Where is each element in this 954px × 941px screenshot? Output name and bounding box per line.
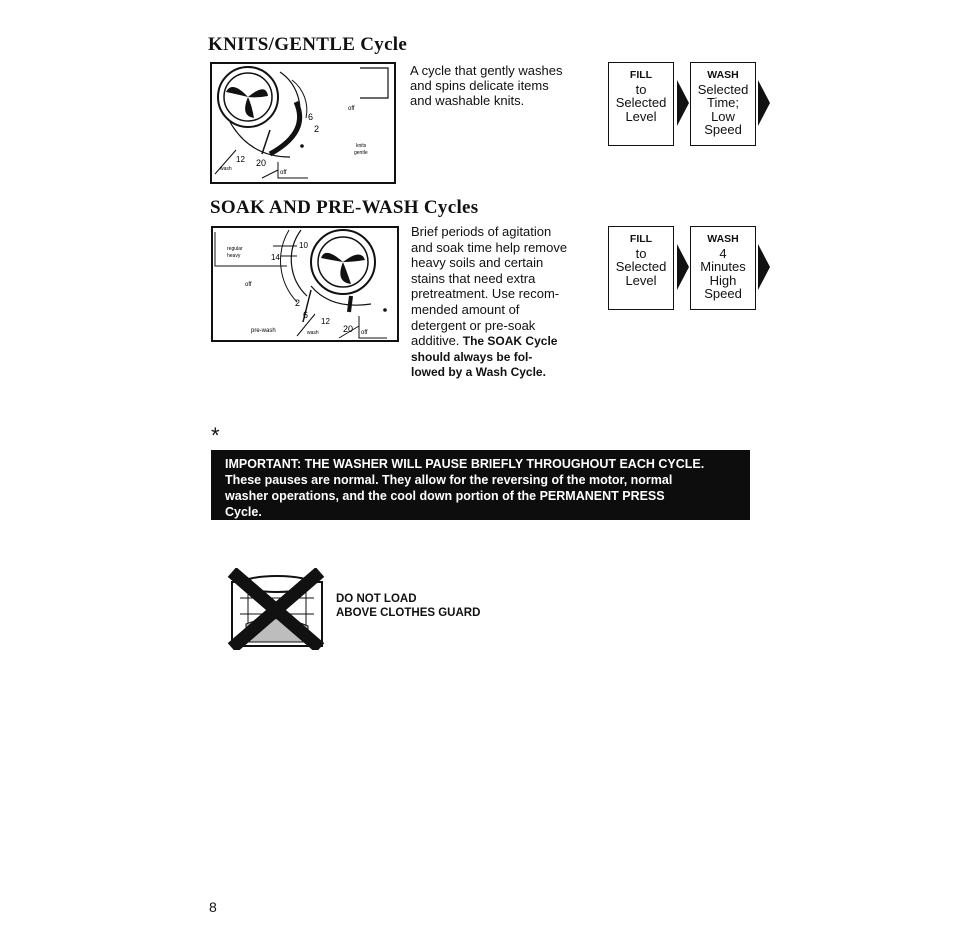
soak-wash-arrow-icon [758,244,770,290]
dial-label-10: 10 [299,241,308,250]
page-number: 8 [209,899,217,915]
dial-label-6: 6 [303,310,309,320]
soak-prewash-description: Brief periods of agitation and soak time help remove heavy soils and certain stains that need extra pretreatment. Use recom- mended amount of detergent or pre-soak additive. The SOAK Cycle should always be fol- lowed by a Wash Cycle. [411,224,568,380]
dial-label-knits: knits [356,143,367,149]
dial-label-20: 20 [256,158,267,168]
dial-label-off-left: off [245,282,252,288]
dial-label-wash: wash [307,330,319,336]
clothes-guard-warning-text: DO NOT LOAD ABOVE CLOTHES GUARD [336,593,481,619]
soak-prewash-dial-illustration [211,226,399,342]
important-notice-banner: IMPORTANT: THE WASHER WILL PAUSE BRIEFLY THROUGHOUT EACH CYCLE. These pauses are normal. They allow for the reversing of the motor, normal washer operations, and the cool down portion of the PERMANENT PRESS Cycle. [211,450,750,520]
knits-gentle-description: A cycle that gently washes and spins delicate items and washable knits. [410,63,563,108]
dial-label-regular: regular [227,246,243,252]
dial-label-heavy: heavy [227,253,241,259]
dial-label-12: 12 [321,317,330,326]
soak-prewash-title: SOAK AND PRE-WASH Cycles [210,197,479,218]
dial-label-2: 2 [295,298,301,308]
knits-gentle-dial-illustration [210,62,396,184]
dial-label-off-right: off [361,330,368,336]
dial-label-6: 6 [308,112,314,122]
knits-wash-box: WASH Selected Time; Low Speed [690,62,756,146]
soak-wash-box: WASH 4 Minutes High Speed [690,226,756,310]
knits-fill-box: FILL to Selected Level [608,62,674,146]
knits-gentle-title: KNITS/GENTLE Cycle [208,34,408,55]
dial-label-off-bottom: off [280,170,287,176]
clothes-guard-warning-icon [226,568,328,650]
soak-fill-box: FILL to Selected Level [608,226,674,310]
dial-label-20: 20 [343,324,354,334]
dial-label-2: 2 [314,124,320,134]
dial-label-gentle: gentle [354,150,368,156]
soak-fill-arrow-icon [677,244,689,290]
knits-wash-arrow-icon [758,80,770,126]
asterisk-marker: * [211,423,220,448]
dial-label-wash: wash [220,166,232,172]
knits-fill-arrow-icon [677,80,689,126]
dial-label-pre-wash: pre-wash [251,328,276,334]
dial-label-14: 14 [271,253,280,262]
dial-label-12: 12 [236,155,245,164]
dial-label-off-top: off [348,106,355,112]
